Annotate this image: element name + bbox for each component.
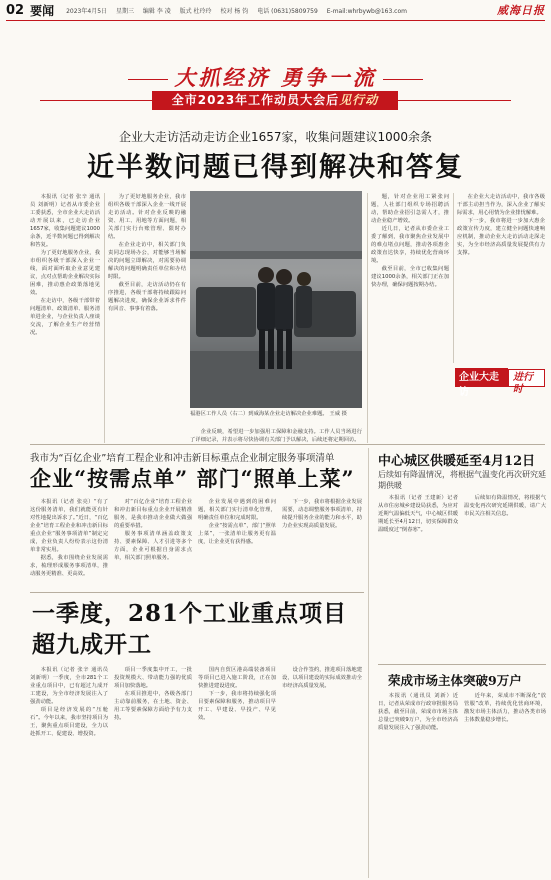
column-divider [453, 193, 454, 363]
masthead-proof: 校对 杨 钧 [220, 7, 249, 15]
heating-column-1 [378, 494, 458, 664]
story3-paragraph: 设合作签约，推进项目落地建设，以项目建设的实际成效推动全市经济高质量发展。 [282, 667, 362, 689]
story2-paragraph: 企业“按需点单”，部门“照单上菜”，一张清单让服务更有温度，让企业更有获得感。 [198, 523, 276, 545]
heating-column-2 [464, 494, 546, 664]
lead-paragraph: 截至目前，走访活动仍在有序推进，各级干部将持续跟踪问题解决进度，确保企业诉求件件有回音、事事有着落。 [108, 282, 186, 312]
heating-subhead: 后续如有降温情况，将根据气温变化再次研究延期供暖 [378, 470, 546, 490]
story2-paragraph: 服务事项清单涵盖政策支持、要素保障、人才引进等多个方面，企业可根据自身需求点单，相关部门照单服务。 [114, 531, 192, 561]
story2-column-2 [114, 498, 192, 588]
masthead-layout: 版式 杜玲玲 [179, 7, 212, 15]
story2-kicker: 我市为“百亿企业”培育工程企业和冲击新目标重点企业制定服务事项清单 [30, 453, 335, 464]
story2-paragraph: 企业发展中遇到的困难问题，相关部门实行清单化管理，明确责任单位和完成时限。 [198, 499, 276, 521]
slogan-text: 大抓经济 勇争一流 [174, 65, 377, 90]
lead-paragraph: 题，针对企业用工紧张问题，人社部门组织专场招聘活动，帮助企业招引急需人才，推动企业稳产增效。 [371, 194, 449, 224]
story2-column-1 [30, 498, 108, 588]
story3-column-4 [282, 666, 362, 878]
photo-caption: 福港区工作人员（右二）到威海某企业走访解决企业难题。 王威 摄 [190, 411, 347, 417]
lead-paragraph: 为了更好地服务企业，我市组织各级干部深入企业一线开展走访活动。针对企业反映的融资、用工、用地等方面问题，相关部门实行台账管理、限时办结。 [108, 194, 186, 240]
lead-paragraph: 本报讯（记者 张辛 通讯员 刘新明）记者从市委企业工委获悉，全市企业大走访活动开展以来，已走访企业1657家，收集问题建议1000余条，近半数问题已得到解决和答复。 [30, 194, 100, 248]
story3-column-3 [198, 666, 276, 878]
lead-photo [190, 191, 362, 408]
story2-column-4 [282, 498, 362, 588]
lead-paragraph: 在企业大走访活动中，我市各级干部主动担当作为，深入企业了解实际需求，用心用情为企业排忧解难。 [457, 194, 545, 216]
masthead [6, 0, 545, 21]
masthead-weekday: 星期三 [115, 7, 134, 15]
story3-headline: 一季度，281个工业重点项目超九成开工 [32, 600, 348, 658]
story3-column-1 [30, 666, 108, 878]
section-divider [378, 664, 546, 665]
conference-text: 全市2023年工作动员大会后 [171, 93, 340, 107]
lead-column-1 [30, 193, 100, 443]
lead-paragraph: 为了更好地服务企业，我市组织各级干部深入企业一线，面对面听取企业意见建议，点对点帮助企业解决实际困难，推动惠企政策落地见效。 [30, 250, 100, 296]
heating-headline: 中心城区供暖延至4月12日 [378, 454, 536, 469]
market-column-2 [464, 692, 546, 878]
paper-nameplate: 威海日报 [497, 4, 545, 17]
column-divider [367, 193, 368, 443]
heating-paragraph: 本报讯（记者 王建新）记者从市住房城乡建设局获悉，为应对近期气温偏低天气，中心城区供暖期延长至4月12日，切实保障群众温暖度过“倒春寒”。 [378, 495, 458, 533]
story2-paragraph: 下一步，我市将根据企业发展需要，动态调整服务事项清单，持续提升服务企业的能力和水平，助力企业实现高质量发展。 [282, 499, 362, 529]
story2-paragraph: 本报讯（记者 张亮）“有了这份服务清单，我们就能更有针对性地提出诉求了。”近日，“百亿企业”培育工程企业和冲击新目标重点企业“服务事项清单”制定完成，企业负责人纷纷表示这份清单非常实用。 [30, 499, 108, 553]
lead-paragraph: 截至目前，全市已收集问题建议1000余条，相关部门正在加快办理，确保问题按期办结。 [371, 266, 449, 288]
conference-highlight: 见行动 [339, 93, 379, 107]
lead-paragraph: 近几日，记者从市委企业工委了解到，我市聚焦企业发展中的难点堵点问题，推动各项惠企政策直达快享，持续优化营商环境。 [371, 226, 449, 264]
lead-paragraph: 下一步，我市将进一步加大惠企政策宣传力度，建立健全问题快速响应机制，推动企业大走访活动走深走实，为全市经济高质量发展提供有力支撑。 [457, 218, 545, 256]
market-headline: 荣成市场主体突破9万户 [388, 673, 522, 688]
column-divider [368, 448, 369, 878]
lead-paragraph: 在走访中，各级干部带着问题清单、政策清单、服务清单进企业，与企业负责人座谈交流，了解企业生产经营情况。 [30, 298, 100, 336]
campaign-tag [455, 368, 545, 398]
section-divider [30, 592, 364, 593]
campaign-tag-label: 企业大走访 [455, 368, 508, 387]
lead-kicker: 企业大走访活动走访企业1657家，收集问题建议1000余条 [118, 130, 433, 144]
story2-paragraph: 对“百亿企业”培育工程企业和冲击新目标重点企业开展精准服务，是我市推动企业做大做强的重要举措。 [114, 499, 192, 529]
lead-paragraph: 企业反映，希望进一步加强用工保障和金融支持。工作人员当场进行了详细记录，并表示将尽快协调有关部门予以解决，后续还将定期回访。 [190, 429, 362, 443]
lead-column-4 [457, 193, 545, 358]
story3-paragraph: 国内自贸区港高端装备项目等项目已进入施工阶段，正在加快推进建设进度。 [198, 667, 276, 689]
story3-paragraph: 项目一季度集中开工，一批投资规模大、带动能力强的优质项目加快落地。 [114, 667, 192, 689]
masthead-editor: 编辑 李 凌 [142, 7, 171, 15]
story3-column-2 [114, 666, 192, 878]
story3-paragraph: 下一步，我市将持续强化项目要素保障和服务，推动项目早开工、早建设、早投产、早见效。 [198, 691, 276, 721]
section-name: 要闻 [30, 3, 55, 18]
story3-paragraph: 在项目推进中，各级各部门主动靠前服务，在土地、资金、用工等要素保障方面给予有力支持。 [114, 691, 192, 721]
lead-headline: 近半数问题已得到解决和答复 [87, 152, 464, 183]
masthead-email: E-mail:whrbywb@163.com [326, 7, 407, 15]
lead-column-3 [371, 193, 449, 358]
story2-paragraph: 据悉，我市围绕企业发展需求，梳理形成服务事项清单，推动服务更精准、更高效。 [30, 555, 108, 577]
market-column-1 [378, 692, 458, 878]
slogan-banner [0, 62, 551, 92]
slogan-flank-left [128, 79, 168, 81]
lead-paragraph: 在企业走访中，相关部门负责同志现场办公，对能够当场解决的问题立即解决，对需要协调解决的问题明确责任单位和办结时限。 [108, 242, 186, 280]
slogan-flank-right [383, 79, 423, 81]
column-divider [104, 193, 105, 443]
page-number: 02 [6, 2, 25, 18]
lead-column-2 [108, 193, 186, 443]
masthead-info [66, 6, 491, 15]
masthead-date: 2023年4月5日 [66, 7, 108, 15]
heating-paragraph: 后续如有降温情况，将根据气温变化再次研究延期供暖，请广大市民关注相关信息。 [464, 495, 546, 517]
story2-headline: 企业“按需点单” 部门“照单上菜” [30, 466, 355, 491]
factory-visit-photo [190, 191, 362, 408]
market-paragraph: 近年来，荣成市不断深化“放管服”改革，持续优化营商环境，激发市场主体活力，推动各类市场主体数量稳步增长。 [464, 693, 546, 723]
section-divider [30, 444, 545, 445]
story3-paragraph: 本报讯（记者 张辛 通讯员 刘新明）一季度，全市281个工业重点项目中，已有超过九成开工建设，为全市经济发展注入了强劲动能。 [30, 667, 108, 705]
campaign-tag-sub: 进行时 [508, 369, 545, 387]
conference-banner [152, 91, 398, 110]
masthead-phone: 电话 (0631)5809759 [257, 7, 318, 15]
market-paragraph: 本报讯（通讯员 刘新）近日，记者从荣成市行政审批服务局获悉，截至目前，荣成市市场主体总量已突破9万户，为全市经济高质量发展注入了强劲动能。 [378, 693, 458, 731]
story2-column-3 [198, 498, 276, 588]
story3-paragraph: 项目是经济发展的“压舱石”。今年以来，我市坚持项目为王，聚焦重点项目建设，全力以赴抓开工、促建设、增投资。 [30, 707, 108, 737]
